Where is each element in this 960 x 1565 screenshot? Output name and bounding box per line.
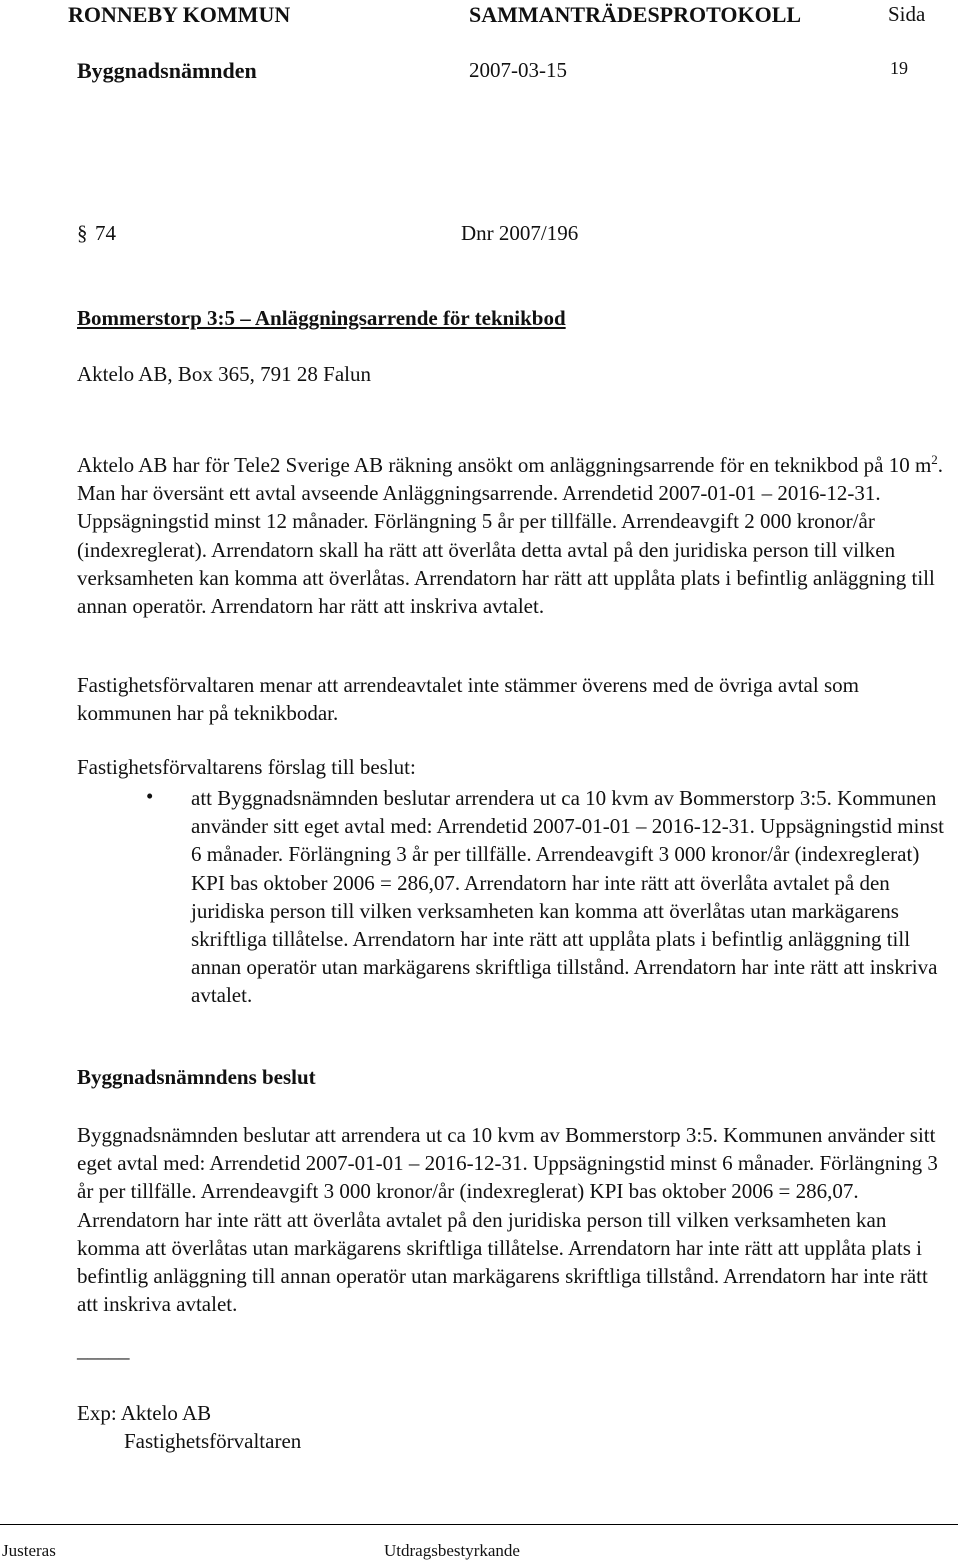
expedition-recipient: Exp: Aktelo AB xyxy=(77,1401,212,1425)
applicant-address: Aktelo AB, Box 365, 791 28 Falun xyxy=(77,362,372,386)
decision-heading: Byggnadsnämndens beslut xyxy=(77,1065,316,1089)
footer-divider xyxy=(0,1524,958,1525)
background-paragraph xyxy=(77,446,947,620)
section-number: 74 xyxy=(95,221,116,245)
page-label: Sida xyxy=(888,2,926,26)
superscript-2: 2 xyxy=(931,452,938,467)
section-symbol: § xyxy=(77,221,88,245)
document-type: SAMMANTRÄDESPROTOKOLL xyxy=(469,2,802,27)
background-text-a: Aktelo AB har för Tele2 Sverige AB räkning ansökt om anläggningsarrende för en teknikbod på 10 m xyxy=(77,453,932,477)
committee-name: Byggnadsnämnden xyxy=(77,58,257,83)
separator-line: _____ xyxy=(77,1338,130,1362)
expedition-recipient-2: Fastighetsförvaltaren xyxy=(124,1429,302,1453)
meeting-date: 2007-03-15 xyxy=(469,58,567,82)
bullet-icon: • xyxy=(146,784,154,808)
decision-paragraph: Byggnadsnämnden beslutar att arrendera ut ca 10 kvm av Bommerstorp 3:5. Kommunen använder sitt eget avtal med: Arrendetid 2007-01-01 – 2016-12-31. Uppsägningstid minst 6 månader. Förlängning 3 år per tillfälle. Arrendeavgift 3 000 kronor/år (indexreglerat) KPI bas oktober 2006 = 286,07. Arrendatorn har inte rätt att överlåta avtalet på den juridiska person till vilken verksamheten kan komma att överlåtas utan markägarens skriftliga tillåtelse. Arrendatorn har inte rätt att upplåta plats i befintlig anläggning till annan operatör utan markägarens skriftliga tillstånd. Arrendatorn har inte rätt att inskriva avtalet. xyxy=(77,1123,938,1317)
background-text-b: . Man har översänt ett avtal avseende Anläggningsarrende. Arrendetid 2007-01-01 – 2016-12-31. Uppsägningstid minst 12 månader. Förlängning 5 år per tillfälle. Arrendeavgift 2 000 kronor/år (indexreglerat). Arrendatorn skall ha rätt att överlåta detta avtal på den juridiska person till vilken verksamheten kan komma att överlåtas. Arrendatorn har rätt att upplåta plats i befintlig anläggning till annan operatör. Arrendatorn har rätt att inskriva avtalet. xyxy=(77,453,944,619)
case-title: Bommerstorp 3:5 – Anläggningsarrende för teknikbod xyxy=(77,306,566,330)
assessment-paragraph: Fastighetsförvaltaren menar att arrendeavtalet inte stämmer överens med de övriga avtal som kommunen har på teknikbodar. xyxy=(77,673,859,726)
case-number: Dnr 2007/196 xyxy=(461,221,579,245)
proposal-heading: Fastighetsförvaltarens förslag till beslut: xyxy=(77,755,416,779)
municipality-name: RONNEBY KOMMUN xyxy=(68,2,291,27)
proposal-bullet-text: att Byggnadsnämnden beslutar arrendera ut ca 10 kvm av Bommerstorp 3:5. Kommunen använder sitt eget avtal med: Arrendetid 2007-01-01 – 2016-12-31. Uppsägningstid minst 6 månader. Förlängning 3 år per tillfälle. Arrendeavgift 3 000 kronor/år (indexreglerat) KPI bas oktober 2006 = 286,07. Arrendatorn har inte rätt att överlåta avtalet på den juridiska person till vilken verksamheten kan komma att överlåtas utan markägarens skriftliga tillåtelse. Arrendatorn har inte rätt att upplåta plats i befintlig anläggning till annan operatör utan markägarens skriftliga tillstånd. Arrendatorn har inte rätt att inskriva avtalet. xyxy=(191,786,944,1008)
footer-utdragsbestyrkande: Utdragsbestyrkande xyxy=(384,1541,520,1560)
footer-justeras: Justeras xyxy=(2,1541,56,1560)
page-number: 19 xyxy=(890,58,908,78)
